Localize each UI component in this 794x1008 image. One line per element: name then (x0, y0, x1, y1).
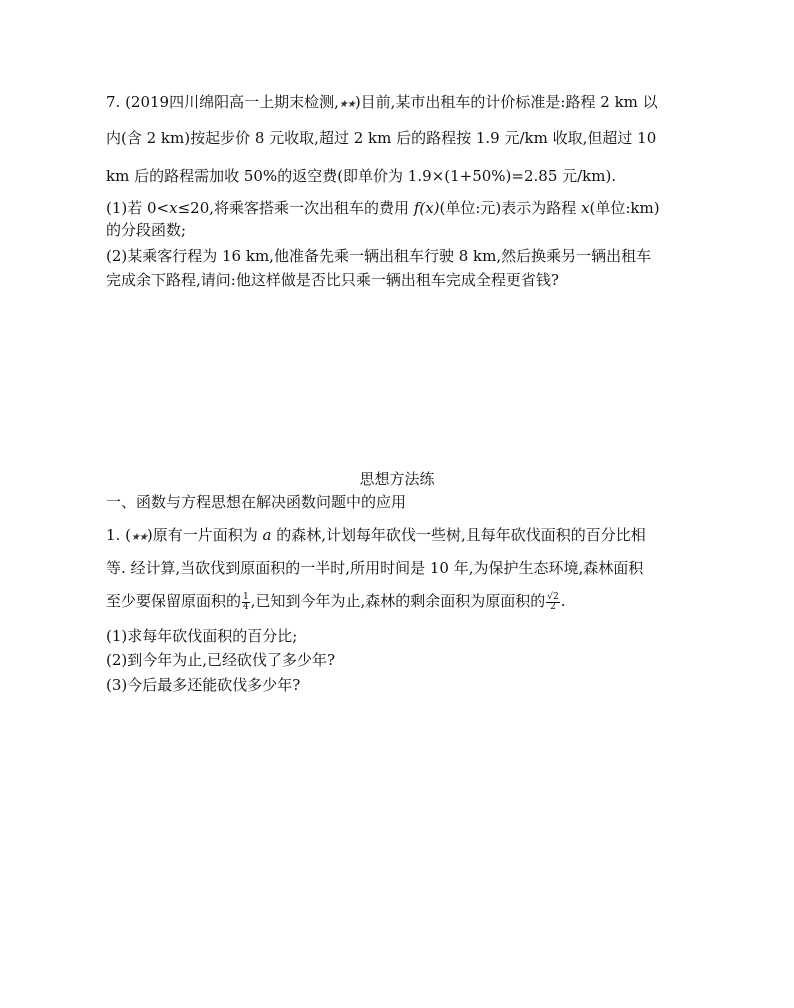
variable-a: a (262, 526, 272, 544)
problem7-line1 (106, 92, 706, 115)
problem7-text: )目前,某市出租车的计价标准是:路程 2 km 以 (354, 93, 658, 111)
variable-x: x (581, 199, 590, 217)
problem7-question2: (2)某乘客行程为 16 km,他准备先乘一辆出租车行驶 8 km,然后换乘另一辆出租车 (106, 247, 652, 265)
problem7-question2-cont: 完成余下路程,请问:他这样做是否比只乘一辆出租车完成全程更省钱? (106, 271, 559, 289)
fraction-sqrt2-over-2: $\frac{√2}{2}$ (547, 591, 559, 612)
function-fx: f(x) (413, 199, 440, 217)
variable-x: x (169, 199, 178, 217)
problem7-question1: (1)若 0<x≤20,将乘客搭乘一次出租车的费用 f(x)(单位:元)表示为路程 x(单位:km) (106, 199, 660, 217)
problem1-line2: 等. 经计算,当砍伐到原面积的一半时,所用时间是 10 年,为保护生态环境,森林面积 (106, 559, 644, 577)
problem1-question2: (2)到今年为止,已经砍伐了多少年? (106, 651, 336, 669)
problem1-line3: 至少要保留原面积的 $\frac{1}{4}$ ,已知到今年为止,森林的剩余面积为原面积的 $\frac{√2}{2}$ . (106, 591, 566, 612)
difficulty-stars-icon: ★★ (130, 532, 147, 543)
difficulty-stars-icon: ★★ (338, 99, 355, 110)
problem7-source: 7. (2019四川绵阳高一上期末检测, (106, 93, 339, 111)
problem7-question1-cont: 的分段函数; (106, 221, 187, 239)
problem7-line2: 内(含 2 km)按起步价 8 元收取,超过 2 km 后的路程按 1.9 元/km 收取,但超过 10 (106, 129, 657, 147)
section-title: 思想方法练 (359, 470, 435, 488)
problem1-question3: (3)今后最多还能砍伐多少年? (106, 676, 301, 694)
problem7-line3: km 后的路程需加收 50%的返空费(即单价为 1.9×(1+50%)=2.85 元/km). (106, 167, 617, 185)
problem1-line1: 1. (★★)原有一片面积为 a 的森林,计划每年砍伐一些树,且每年砍伐面积的百分比相 (106, 526, 646, 544)
section-subtitle: 一、函数与方程思想在解决函数问题中的应用 (106, 493, 407, 511)
problem1-question1: (1)求每年砍伐面积的百分比; (106, 627, 298, 645)
fraction-one-quarter: $\frac{1}{4}$ (243, 591, 249, 612)
